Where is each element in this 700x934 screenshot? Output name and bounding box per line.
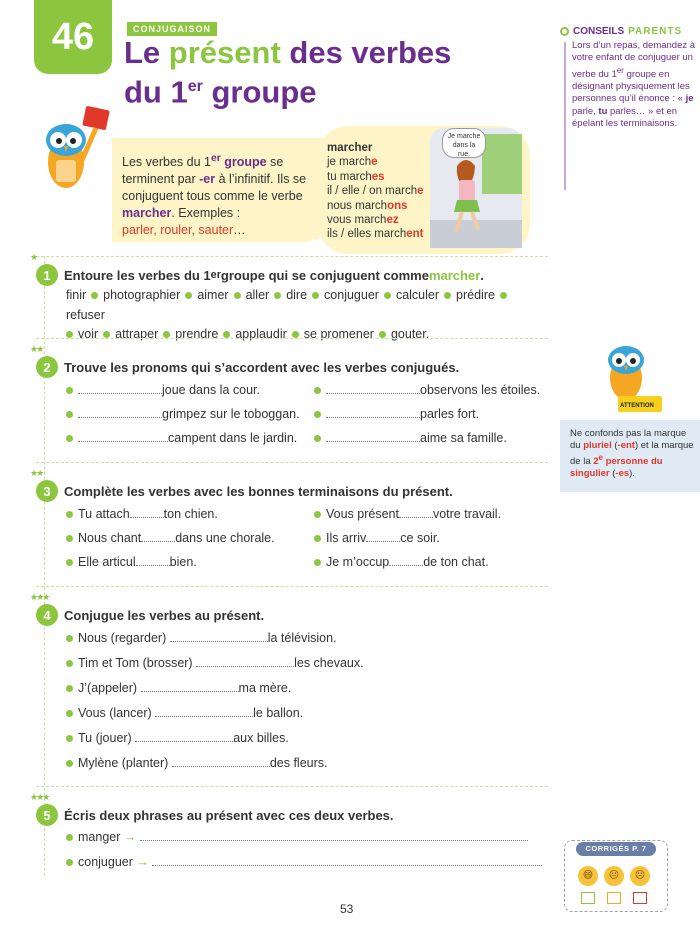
answer-blank[interactable] xyxy=(78,384,162,394)
checkbox-good[interactable] xyxy=(581,892,595,904)
ex2-item xyxy=(66,407,300,421)
conj-row xyxy=(327,199,424,213)
ex1-title-c: . xyxy=(480,267,484,283)
lesson-number: 46 xyxy=(34,0,112,74)
conj-row xyxy=(327,227,424,241)
arrow-icon: → xyxy=(123,830,137,844)
ex4-subject: Tim et Tom (brosser) xyxy=(78,656,193,670)
title-green: présent xyxy=(168,35,281,70)
conj-ending: es xyxy=(371,170,385,183)
title-sup: er xyxy=(187,78,203,95)
answer-blank[interactable] xyxy=(389,556,423,566)
answer-blank[interactable] xyxy=(141,682,239,692)
ex2-item xyxy=(66,431,297,445)
ex3-stem: Je m’occup xyxy=(326,555,390,569)
conjugation-table xyxy=(327,141,424,242)
att-t4: -ent xyxy=(617,440,635,451)
word-item[interactable]: voir xyxy=(78,327,99,341)
stars-icon: ★★ xyxy=(30,344,43,354)
answer-line[interactable] xyxy=(152,856,542,866)
ex4-rest: des fleurs. xyxy=(269,756,328,770)
word-item[interactable]: gouter. xyxy=(390,327,430,341)
title-part2: des verbes xyxy=(280,35,452,70)
ex4-item xyxy=(66,731,289,745)
answer-blank[interactable] xyxy=(130,508,164,518)
conj-row xyxy=(327,155,424,169)
answer-blank[interactable] xyxy=(326,408,420,418)
ex4-item xyxy=(66,631,337,645)
conj-stem: vous march xyxy=(327,214,387,227)
divider xyxy=(36,256,548,257)
conj-stem: tu march xyxy=(327,170,372,183)
answer-blank[interactable] xyxy=(136,556,170,566)
checkbox-medium[interactable] xyxy=(607,892,621,904)
ex4-rest: les chevaux. xyxy=(294,656,364,670)
word-item[interactable]: prédire xyxy=(456,288,495,302)
page-number: 53 xyxy=(340,902,354,916)
ex4-rest: le ballon. xyxy=(253,706,304,720)
exercise-2-heading xyxy=(30,344,460,378)
ex3-rest: ton chien. xyxy=(163,507,218,521)
exercise-1-heading xyxy=(30,252,484,286)
parents-text-1: Lors d’un repas, demandez à votre enfant de conjuguer un verbe du 1 xyxy=(572,40,696,80)
category-label: CONJUGAISON xyxy=(127,22,217,36)
exercise-number-text: 2 xyxy=(43,359,51,375)
ex2-text: grimpez sur le toboggan. xyxy=(162,407,300,421)
ex4-item xyxy=(66,681,291,695)
title-line2a: du 1 xyxy=(124,74,188,110)
conj-stem: il / elle / on march xyxy=(327,185,418,198)
att-t9: -es xyxy=(615,468,630,480)
att-t6: 2 xyxy=(593,456,599,468)
parents-label-b: PARENTS xyxy=(628,26,683,37)
stars-icon: ★ xyxy=(30,252,37,262)
answer-blank[interactable] xyxy=(326,432,420,442)
ex2-item xyxy=(314,383,540,397)
exercise-number xyxy=(30,252,58,286)
ex4-rest: la télévision. xyxy=(267,631,337,645)
att-t10: ). xyxy=(629,468,635,480)
parents-text-2: groupe en désignant physiquement les personnes qu’il énonce : « xyxy=(572,68,690,105)
parents-label-a: CONSEILS xyxy=(573,26,625,37)
checkbox-bad[interactable] xyxy=(633,892,647,904)
ex2-text: parles fort. xyxy=(420,407,480,421)
ex2-text: observons les étoiles. xyxy=(420,383,541,397)
ex4-subject: Nous (regarder) xyxy=(78,631,167,645)
exercise-number xyxy=(30,592,58,626)
ex1-title-sup: er xyxy=(210,269,221,281)
conj-ending: e xyxy=(417,185,424,198)
ex5-item xyxy=(66,830,528,844)
divider xyxy=(36,786,548,787)
conj-stem: je march xyxy=(327,156,372,169)
answer-blank[interactable] xyxy=(78,432,168,442)
ex3-item xyxy=(314,507,501,521)
word-item[interactable]: dire xyxy=(286,288,308,302)
stars-icon: ★★★ xyxy=(30,592,49,602)
exercise-number-text: 1 xyxy=(43,267,51,283)
conj-ending: ons xyxy=(387,199,408,212)
att-t2: pluriel xyxy=(583,440,612,451)
conj-stem: ils / elles march xyxy=(327,228,407,241)
attention-badge: ATTENTION xyxy=(620,403,654,409)
answer-blank[interactable] xyxy=(141,532,175,542)
divider xyxy=(36,338,548,339)
answer-blank[interactable] xyxy=(366,532,400,542)
exercise-5-heading xyxy=(30,792,394,826)
answer-line[interactable] xyxy=(140,831,528,841)
stars-icon: ★★★ xyxy=(30,792,49,802)
parents-text-4: parles… » et en épelant les terminaisons. xyxy=(572,105,678,129)
rule-t3: se terminent par xyxy=(122,155,284,187)
ex2-item xyxy=(66,383,260,397)
ex4-item xyxy=(66,706,303,720)
rule-t2: groupe xyxy=(220,155,267,170)
ex3-title: Complète les verbes avec les bonnes terminaisons du présent. xyxy=(64,483,453,499)
exercise-number-text: 5 xyxy=(43,807,51,823)
conj-ending: e xyxy=(371,156,378,169)
vertical-guide xyxy=(44,256,45,876)
answer-blank[interactable] xyxy=(196,657,294,667)
answer-blank[interactable] xyxy=(326,384,420,394)
answer-blank[interactable] xyxy=(399,508,433,518)
answer-blank[interactable] xyxy=(155,707,253,717)
rule-t4: -er xyxy=(199,172,216,187)
ex3-rest: de ton chat. xyxy=(423,555,489,569)
answer-blank[interactable] xyxy=(135,732,233,742)
conj-ending: ez xyxy=(386,214,399,227)
att-t6sup: e xyxy=(598,453,603,462)
answer-blank[interactable] xyxy=(170,632,268,642)
word-item[interactable]: refuser xyxy=(66,307,105,322)
rule-ellipsis: … xyxy=(233,223,246,238)
parents-je: je xyxy=(685,93,694,105)
ex2-item xyxy=(314,431,507,445)
ex4-item xyxy=(66,756,327,770)
ex3-stem: Ils arriv xyxy=(326,531,367,545)
ex3-rest: bien. xyxy=(169,555,197,569)
att-t5: ) et la marque de la xyxy=(570,440,694,468)
parents-text-3: parle, xyxy=(572,105,599,117)
ex2-text: joue dans la cour. xyxy=(162,383,260,397)
ex3-stem: Nous chant xyxy=(78,531,142,545)
conj-row xyxy=(327,213,424,227)
ex2-text: aime sa famille. xyxy=(420,431,507,445)
att-t7: personne du singulier xyxy=(570,456,663,480)
att-t1: Ne confonds pas la marque du xyxy=(570,428,687,451)
title-part1: Le xyxy=(124,35,169,70)
ex4-title: Conjugue les verbes au présent. xyxy=(64,607,265,623)
exercise-number xyxy=(30,792,58,826)
ex4-subject: Mylène (planter) xyxy=(78,756,169,770)
exercise-number xyxy=(30,344,58,378)
word-item[interactable]: photographier xyxy=(103,288,181,302)
parents-tu: tu xyxy=(598,105,608,117)
answer-blank[interactable] xyxy=(172,757,270,767)
corriges-label[interactable]: CORRIGÉS P. 7 xyxy=(576,842,656,856)
bullet-ring-icon xyxy=(560,27,569,36)
ex4-item xyxy=(66,656,364,670)
ex5-verb: manger xyxy=(78,830,121,844)
rule-examples: parler, rouler, sauter xyxy=(122,223,234,238)
word-list xyxy=(66,286,546,345)
ex2-title: Trouve les pronoms qui s’accordent avec les verbes conjugués. xyxy=(64,359,460,375)
word-item[interactable]: attraper xyxy=(115,327,159,341)
word-item[interactable]: conjuguer xyxy=(324,288,379,302)
conj-stem: nous march xyxy=(327,199,388,212)
arrow-icon: → xyxy=(136,855,149,869)
exercise-number-text: 3 xyxy=(43,483,51,499)
attention-text xyxy=(570,428,694,480)
word-item[interactable]: se promener xyxy=(303,327,374,341)
ex2-item xyxy=(314,407,479,421)
att-t3: ( xyxy=(611,440,618,451)
ex1-title-a: Entoure les verbes du 1 xyxy=(64,267,211,283)
ex5-verb: conjuguer xyxy=(78,855,133,869)
ex4-subject: Vous (lancer) xyxy=(78,706,152,720)
word-item[interactable]: aller xyxy=(245,288,270,302)
ex3-rest: votre travail. xyxy=(432,507,502,521)
ex1-title-verb: marcher xyxy=(428,267,481,283)
neutral-face-icon: 😐 xyxy=(604,866,624,886)
rule-t5: à l’infinitif. Ils se conjuguent tous comme le verbe xyxy=(122,172,307,204)
exercise-4-heading xyxy=(30,592,265,626)
conj-row xyxy=(327,170,424,184)
word-item[interactable]: finir xyxy=(66,288,87,302)
word-item[interactable]: aimer xyxy=(197,288,229,302)
page-title xyxy=(124,36,484,109)
ex5-item xyxy=(66,855,542,869)
divider xyxy=(36,462,548,463)
ex1-title-b: groupe qui se conjuguent comme xyxy=(220,267,429,283)
ex4-rest: aux billes. xyxy=(233,731,289,745)
ex3-item xyxy=(66,555,197,569)
ex3-rest: dans une chorale. xyxy=(175,531,275,545)
ex3-rest: ce soir. xyxy=(400,531,440,545)
ex4-subject: J’(appeler) xyxy=(78,681,138,695)
rule-t7: . Exemples : xyxy=(171,206,241,221)
ex5-title: Écris deux phrases au présent avec ces deux verbes. xyxy=(64,807,394,823)
parents-advice xyxy=(560,26,696,130)
exercise-number-text: 4 xyxy=(43,607,51,623)
word-item[interactable]: calculer xyxy=(395,288,440,302)
happy-face-icon: 😄 xyxy=(578,866,598,886)
word-item[interactable]: prendre xyxy=(175,327,219,341)
title-line2b: groupe xyxy=(202,74,317,110)
ex4-rest: ma mère. xyxy=(238,681,292,695)
sad-face-icon: ☹ xyxy=(630,866,650,886)
parents-sup: er xyxy=(616,65,624,75)
ex2-text: campent dans le jardin. xyxy=(168,431,298,445)
conj-row xyxy=(327,184,424,198)
rule-text xyxy=(122,150,322,239)
exercise-number xyxy=(30,468,58,502)
exercise-3-heading xyxy=(30,468,453,502)
divider xyxy=(36,586,548,587)
ex3-item xyxy=(66,507,218,521)
stars-icon: ★★ xyxy=(30,468,43,478)
ex3-item xyxy=(66,531,275,545)
att-t8: ( xyxy=(609,468,616,480)
ex3-item xyxy=(314,531,440,545)
parents-text xyxy=(572,40,696,130)
ex4-subject: Tu (jouer) xyxy=(78,731,132,745)
word-item[interactable]: applaudir xyxy=(235,327,287,341)
conj-ending: ent xyxy=(406,228,424,241)
ex3-stem: Elle articul xyxy=(78,555,136,569)
ex3-item xyxy=(314,555,489,569)
rule-t1: Les verbes du 1 xyxy=(122,155,211,170)
rule-sup: er xyxy=(210,153,221,164)
speech-bubble: Je marche dans la rue. xyxy=(442,128,486,158)
conjugation-verb: marcher xyxy=(327,142,373,154)
ex3-stem: Tu attach xyxy=(78,507,130,521)
ex3-stem: Vous présent xyxy=(326,507,399,521)
answer-blank[interactable] xyxy=(78,408,162,418)
rule-t6: marcher xyxy=(122,206,172,221)
